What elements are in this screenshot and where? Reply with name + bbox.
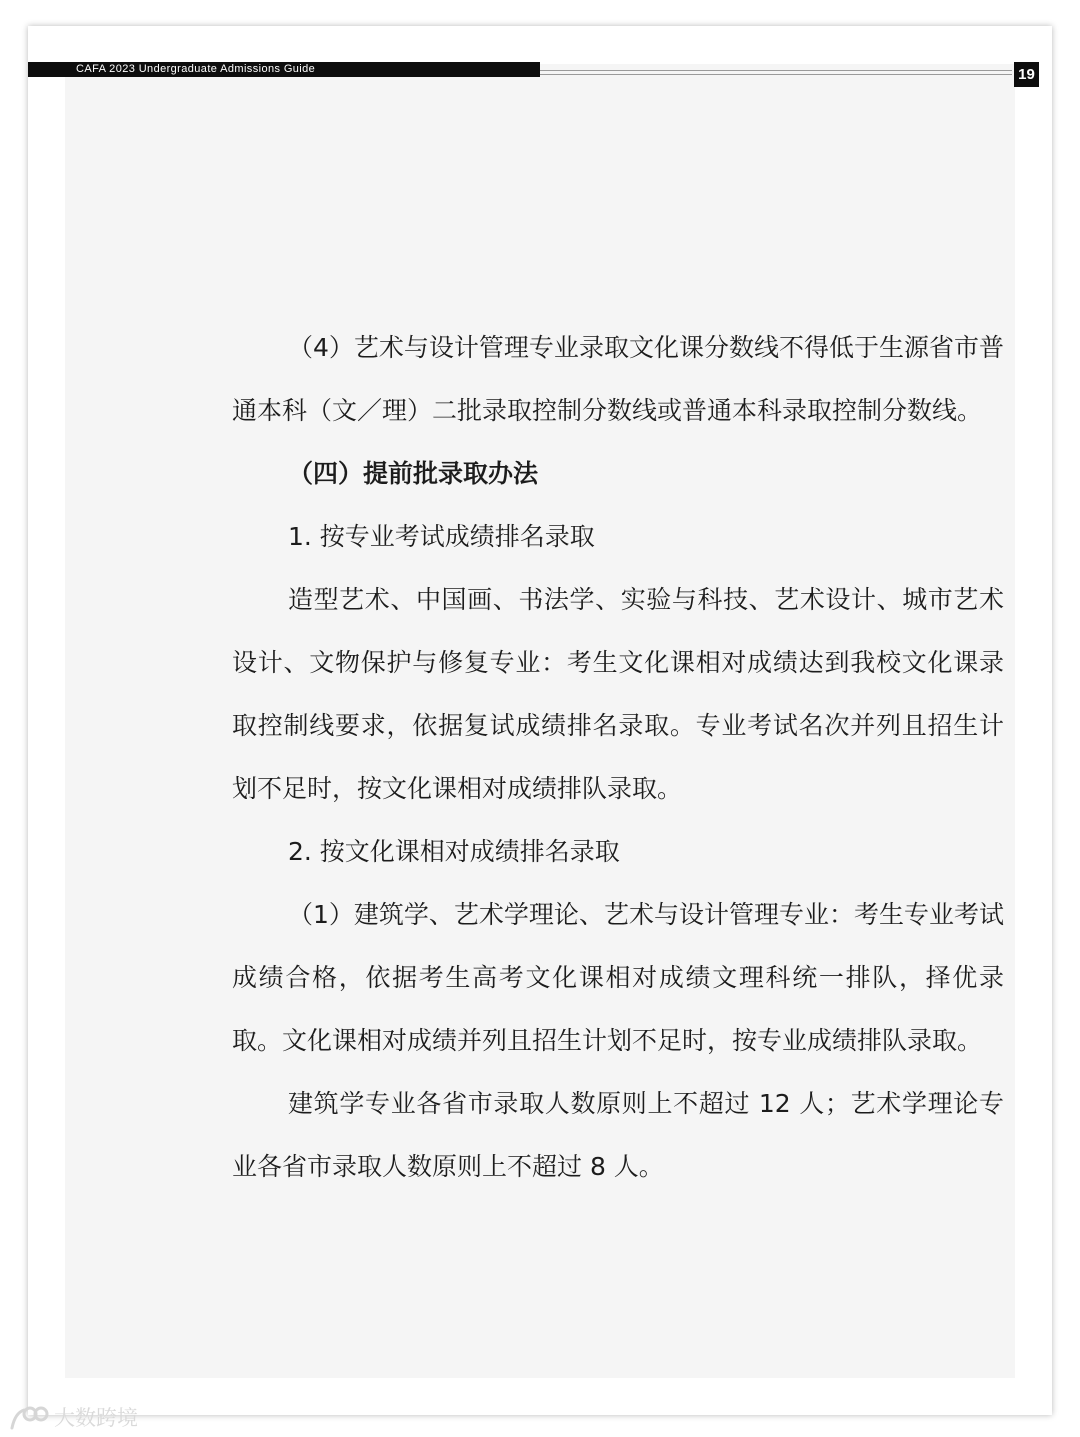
header-rule	[540, 74, 1012, 75]
section-heading: （四）提前批录取办法	[288, 459, 539, 488]
paragraph: 建筑学专业各省市录取人数原则上不超过 12 人；艺术学理论专业各省市录取人数原则上不超过 8 人。	[232, 1089, 1004, 1181]
header-rule	[540, 70, 1012, 71]
header-title: CAFA 2023 Undergraduate Admissions Guide	[76, 63, 316, 75]
subsection-heading: 1. 按专业考试成绩排名录取	[288, 522, 595, 551]
paragraph: 造型艺术、中国画、书法学、实验与科技、艺术设计、城市艺术设计、文物保护与修复专业：考生文化课相对成绩达到我校文化课录取控制线要求，依据复试成绩排名录取。专业考试名次并列且招生计划不足时，按文化课相对成绩排队录取。	[232, 585, 1004, 803]
watermark-text: 大数跨境	[54, 1406, 138, 1430]
page-number: 19	[1014, 62, 1039, 87]
watermark	[8, 1402, 138, 1432]
watermark-logo-icon	[8, 1402, 50, 1432]
body-text	[232, 316, 1004, 1198]
paragraph: （4）艺术与设计管理专业录取文化课分数线不得低于生源省市普通本科（文／理）二批录取控制分数线或普通本科录取控制分数线。	[232, 333, 1004, 425]
subsection-heading: 2. 按文化课相对成绩排名录取	[288, 837, 620, 866]
paragraph: （1）建筑学、艺术学理论、艺术与设计管理专业：考生专业考试成绩合格，依据考生高考文化课相对成绩文理科统一排队，择优录取。文化课相对成绩并列且招生计划不足时，按专业成绩排队录取。	[232, 900, 1004, 1055]
